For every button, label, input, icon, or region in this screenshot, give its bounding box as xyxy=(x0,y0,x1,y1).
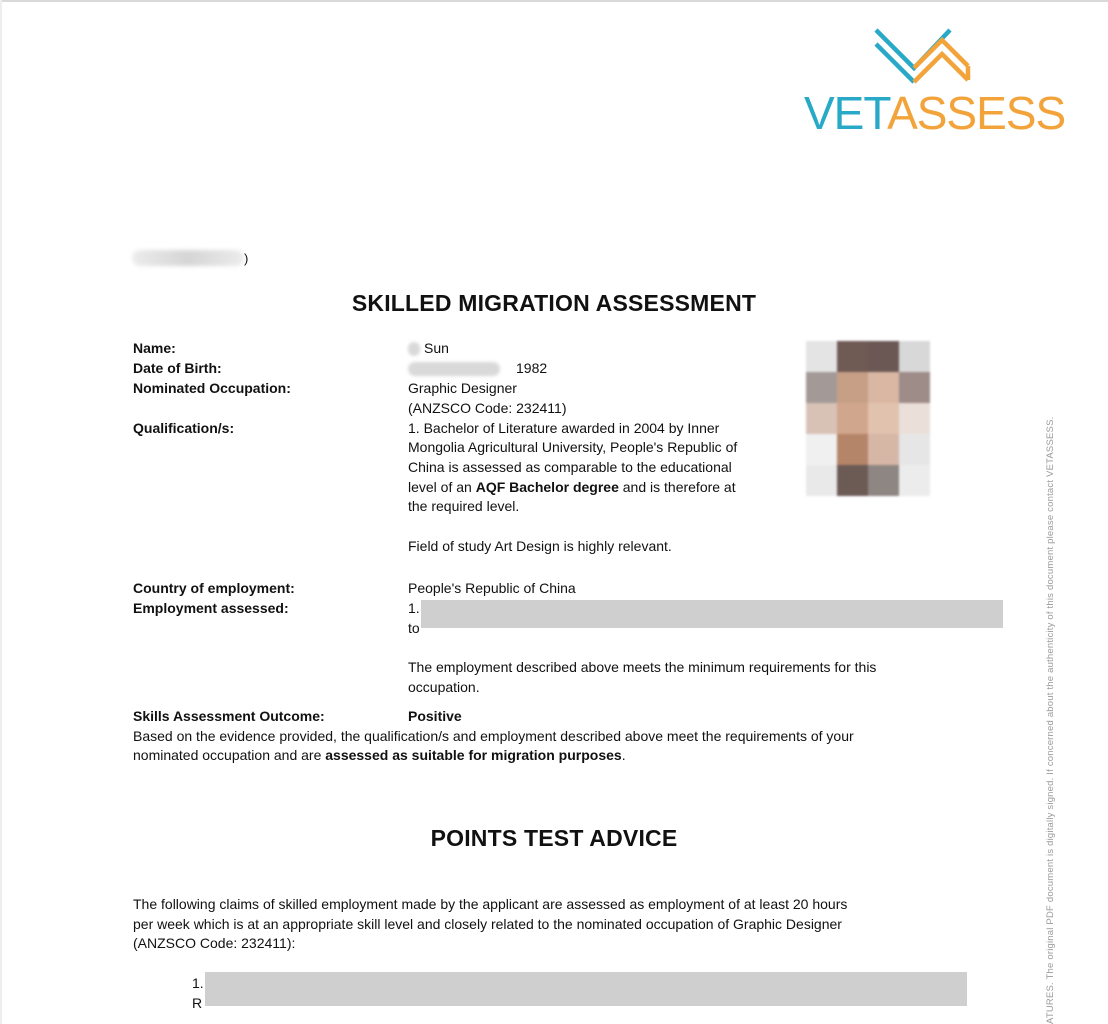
occupation-value: Graphic Designer xyxy=(408,380,517,396)
occupation-label: Nominated Occupation: xyxy=(133,380,291,396)
dob-year: 1982 xyxy=(516,360,548,376)
name-value xyxy=(408,339,449,359)
redacted-employment xyxy=(421,600,1003,628)
qualification-line-2: Mongolia Agricultural University, People's Republic of xyxy=(408,439,738,455)
dob-value xyxy=(408,359,547,379)
logo-text-assess: ASSESS xyxy=(887,87,1066,139)
qualification-line-3: China is assessed as comparable to the educational xyxy=(408,459,732,475)
points-item-number: 1. xyxy=(192,975,204,991)
points-item-partial: R xyxy=(192,995,203,1011)
points-text-line-2: per week which is at an appropriate skill level and closely related to the nominated occupation of Graphic Designer xyxy=(133,916,842,932)
applicant-photo-pixelated xyxy=(806,341,930,496)
outcome-value: Positive xyxy=(408,708,462,724)
employment-number: 1. xyxy=(408,600,420,616)
outcome-text-line-1: Based on the evidence provided, the qualification/s and employment described above meet the requirements of your xyxy=(133,728,854,744)
outcome-label: Skills Assessment Outcome: xyxy=(133,708,325,724)
reference-suffix: ) xyxy=(244,251,249,266)
employment-label: Employment assessed: xyxy=(133,600,289,616)
points-text-line-1: The following claims of skilled employment made by the applicant are assessed as employment of at least 20 hours xyxy=(133,896,848,912)
name-label: Name: xyxy=(133,340,176,356)
aqf-degree-text: AQF Bachelor degree xyxy=(475,479,619,495)
country-label: Country of employment: xyxy=(133,580,295,596)
digital-signature-note: ATURES. The original PDF document is digitally signed. If concerned about the authenticity of this document please contact VETASSESS. xyxy=(1045,416,1056,1024)
logo-text-vet: VET xyxy=(804,87,888,139)
employment-to: to xyxy=(408,620,420,636)
vetassess-logo xyxy=(804,86,1065,140)
page-title: SKILLED MIGRATION ASSESSMENT xyxy=(351,290,757,316)
employment-note-line-2: occupation. xyxy=(408,679,480,695)
suitable-for-migration-text: assessed as suitable for migration purposes xyxy=(325,747,622,763)
qualification-line-5: the required level. xyxy=(408,498,520,514)
surname-text: Sun xyxy=(424,340,449,356)
qualification-line-1: 1. Bachelor of Literature awarded in 2004 by Inner xyxy=(408,420,720,436)
redacted-reference xyxy=(132,250,244,266)
qualification-line-4-start: level of an xyxy=(408,479,476,495)
outcome-text-line-2 xyxy=(133,746,973,766)
outcome-text-2-start: nominated occupation and are xyxy=(133,747,326,763)
dob-label: Date of Birth: xyxy=(133,360,222,376)
page-left-edge xyxy=(0,0,2,1024)
field-of-study: Field of study Art Design is highly relevant. xyxy=(408,538,672,554)
redacted-dob xyxy=(408,362,500,376)
qualification-label: Qualification/s: xyxy=(133,420,235,436)
redacted-points-item xyxy=(205,972,967,1006)
page-top-edge xyxy=(0,0,1108,2)
points-text-line-3: (ANZSCO Code: 232411): xyxy=(133,935,296,951)
qualification-line-4 xyxy=(408,478,736,498)
qualification-line-4-end: and is therefore at xyxy=(618,479,736,495)
country-value: People's Republic of China xyxy=(408,580,576,596)
redacted-given-name xyxy=(408,342,420,356)
points-test-title: POINTS TEST ADVICE xyxy=(430,825,678,851)
occupation-code: (ANZSCO Code: 232411) xyxy=(408,400,567,416)
employment-note-line-1: The employment described above meets the minimum requirements for this xyxy=(408,659,877,675)
outcome-text-2-end: . xyxy=(621,747,626,763)
